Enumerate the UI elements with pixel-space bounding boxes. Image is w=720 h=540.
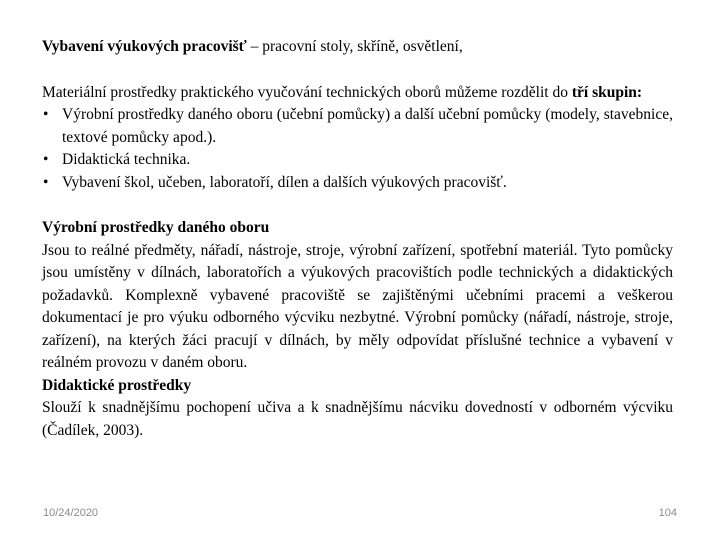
bullet-marker: • [43,151,49,168]
list-item [42,149,673,172]
intro-text: Materiální prostředky praktického vyučování technických oborů můžeme rozdělit do [42,83,572,101]
bullet-text: Výrobní prostředky daného oboru (učební pomůcky) a další učební pomůcky (modely, stavebnice, textové pomůcky apod.). [62,106,673,146]
bullet-list [42,104,673,194]
footer-page-number: 104 [658,507,677,519]
footer-date: 10/24/2020 [43,507,99,519]
section1-title: Výrobní prostředky daného oboru [42,219,270,236]
section2-body: Slouží k snadnějšímu pochopení učiva a k snadnějšímu nácviku dovedností v odborném výcviku (Čadílek, 2003). [42,399,673,439]
spacer [42,59,673,82]
spacer [42,194,673,217]
bullet-text: Didaktická technika. [62,151,191,168]
list-item [42,104,673,149]
heading-bold: Vybavení výukových pracovišť [42,38,247,55]
bullet-marker: • [43,106,49,123]
section1-body: Jsou to reálné předměty, nářadí, nástroje, stroje, výrobní zařízení, spotřební materiál. Tyto pomůcky jsou umístěny v dílnách, laboratořích a výukových pracovištích podle technických a didaktických požadavků. Komplexně vybavené pracoviště se zajištěnými učebními pracemi a veškerou dokumentací je pro výuku odborného výcviku nezbytné. Výrobní pomůcky (nářadí, nástroje, stroje, zařízení), na kterých žáci pracují v dílnách, by měly odpovídat příslušné technice a vybavení v reálném provozu v daném oboru. [42,241,673,371]
bullet-text: Vybavení škol, učeben, laboratoří, dílen a dalších výukových pracovišť. [62,173,507,191]
intro-bold: tří skupin: [571,83,643,101]
section2-title: Didaktické prostředky [42,376,192,394]
list-item [42,172,673,195]
slide-heading [42,36,673,59]
slide-content [42,36,673,442]
heading-rest: – pracovní stoly, skříně, osvětlení, [246,38,463,55]
intro-paragraph [42,82,673,105]
bullet-marker: • [43,173,49,191]
